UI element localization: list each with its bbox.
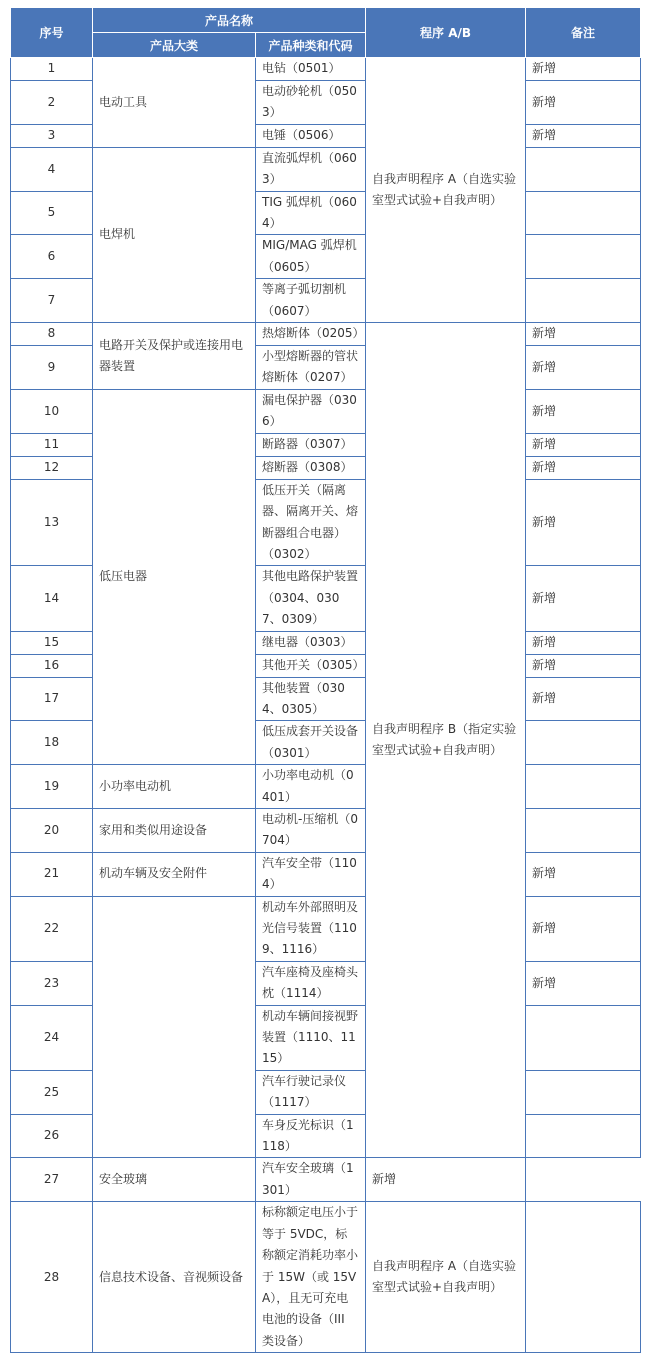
remark-cell: 新增 xyxy=(526,896,641,961)
seq-cell: 18 xyxy=(11,721,93,765)
procedure-cell: 自我声明程序 B（指定实验室型式试验+自我声明） xyxy=(366,323,526,1158)
remark-cell xyxy=(526,1202,641,1353)
seq-cell: 27 xyxy=(11,1158,93,1202)
seq-cell: 25 xyxy=(11,1070,93,1114)
type-cell: 汽车行驶记录仪（1117） xyxy=(256,1070,366,1114)
type-cell: 机动车辆间接视野装置（1110、1115） xyxy=(256,1005,366,1070)
remark-cell xyxy=(526,808,641,852)
seq-cell: 1 xyxy=(11,58,93,81)
remark-cell xyxy=(526,765,641,809)
seq-cell: 13 xyxy=(11,479,93,566)
type-cell: 等离子弧切割机（0607） xyxy=(256,279,366,323)
category-cell: 信息技术设备、音视频设备 xyxy=(93,1202,256,1353)
remark-cell: 新增 xyxy=(526,124,641,147)
seq-cell: 24 xyxy=(11,1005,93,1070)
header-remark: 备注 xyxy=(526,8,641,58)
seq-cell: 21 xyxy=(11,852,93,896)
seq-cell: 23 xyxy=(11,961,93,1005)
table-row xyxy=(11,765,641,809)
seq-cell: 12 xyxy=(11,456,93,479)
remark-cell: 新增 xyxy=(526,677,641,721)
remark-cell: 新增 xyxy=(526,456,641,479)
seq-cell: 9 xyxy=(11,346,93,390)
type-cell: 其他装置（0304、0305） xyxy=(256,677,366,721)
seq-cell: 3 xyxy=(11,124,93,147)
table-row xyxy=(11,58,641,81)
type-cell: 电钻（0501） xyxy=(256,58,366,81)
table-row xyxy=(11,323,641,346)
table-row xyxy=(11,808,641,852)
remark-cell: 新增 xyxy=(366,1158,526,1202)
table-row xyxy=(11,1158,641,1202)
remark-cell xyxy=(526,1005,641,1070)
remark-cell: 新增 xyxy=(526,566,641,631)
remark-cell xyxy=(526,191,641,235)
type-cell: 车身反光标识（1118） xyxy=(256,1114,366,1158)
type-cell: 继电器（0303） xyxy=(256,631,366,654)
header-product-name: 产品名称 xyxy=(93,8,366,33)
category-cell: 机动车辆及安全附件 xyxy=(93,852,256,896)
remark-cell xyxy=(526,147,641,191)
seq-cell: 6 xyxy=(11,235,93,279)
seq-cell: 15 xyxy=(11,631,93,654)
type-cell: MIG/MAG 弧焊机（0605） xyxy=(256,235,366,279)
remark-cell xyxy=(526,721,641,765)
type-cell: 电动机-压缩机（0704） xyxy=(256,808,366,852)
seq-cell: 11 xyxy=(11,433,93,456)
category-cell: 电焊机 xyxy=(93,147,256,322)
remark-cell: 新增 xyxy=(526,323,641,346)
seq-cell: 20 xyxy=(11,808,93,852)
seq-cell: 8 xyxy=(11,323,93,346)
remark-cell: 新增 xyxy=(526,479,641,566)
type-cell: 其他电路保护装置（0304、0307、0309） xyxy=(256,566,366,631)
seq-cell: 28 xyxy=(11,1202,93,1353)
seq-cell: 4 xyxy=(11,147,93,191)
type-cell: 标称额定电压小于等于 5VDC，标称额定消耗功率小于 15W（或 15VA），且无可充电电池的设备（III 类设备） xyxy=(256,1202,366,1353)
type-cell: 低压开关（隔离器、隔离开关、熔断器组合电器）（0302） xyxy=(256,479,366,566)
header-procedure: 程序 A/B xyxy=(366,8,526,58)
type-cell: 漏电保护器（0306） xyxy=(256,389,366,433)
header-seq: 序号 xyxy=(11,8,93,58)
remark-cell: 新增 xyxy=(526,389,641,433)
seq-cell: 7 xyxy=(11,279,93,323)
seq-cell: 26 xyxy=(11,1114,93,1158)
type-cell: 其他开关（0305） xyxy=(256,654,366,677)
remark-cell: 新增 xyxy=(526,654,641,677)
type-cell: 机动车外部照明及光信号装置（1109、1116） xyxy=(256,896,366,961)
type-cell: 小功率电动机（0401） xyxy=(256,765,366,809)
table-row xyxy=(11,389,641,433)
remark-cell xyxy=(526,279,641,323)
category-cell: 安全玻璃 xyxy=(93,1158,256,1202)
category-cell: 家用和类似用途设备 xyxy=(93,808,256,852)
category-cell xyxy=(93,896,256,1158)
seq-cell: 5 xyxy=(11,191,93,235)
remark-cell: 新增 xyxy=(526,58,641,81)
category-cell: 电动工具 xyxy=(93,58,256,148)
category-cell: 低压电器 xyxy=(93,389,256,764)
type-cell: 小型熔断器的管状熔断体（0207） xyxy=(256,346,366,390)
seq-cell: 17 xyxy=(11,677,93,721)
remark-cell: 新增 xyxy=(526,81,641,125)
type-cell: 汽车安全玻璃（1301） xyxy=(256,1158,366,1202)
seq-cell: 22 xyxy=(11,896,93,961)
procedure-cell: 自我声明程序 A（自选实验室型式试验+自我声明） xyxy=(366,1202,526,1353)
remark-cell xyxy=(526,1070,641,1114)
remark-cell: 新增 xyxy=(526,346,641,390)
header-type-code: 产品种类和代码 xyxy=(256,33,366,58)
procedure-cell: 自我声明程序 A（自选实验室型式试验+自我声明） xyxy=(366,58,526,323)
type-cell: 熔断器（0308） xyxy=(256,456,366,479)
category-cell: 小功率电动机 xyxy=(93,765,256,809)
table-row xyxy=(11,896,641,961)
remark-cell xyxy=(526,235,641,279)
remark-cell: 新增 xyxy=(526,433,641,456)
header-category: 产品大类 xyxy=(93,33,256,58)
remark-cell: 新增 xyxy=(526,961,641,1005)
seq-cell: 14 xyxy=(11,566,93,631)
type-cell: 低压成套开关设备（0301） xyxy=(256,721,366,765)
category-cell: 电路开关及保护或连接用电器装置 xyxy=(93,323,256,390)
type-cell: 汽车座椅及座椅头枕（1114） xyxy=(256,961,366,1005)
seq-cell: 16 xyxy=(11,654,93,677)
type-cell: 汽车安全带（1104） xyxy=(256,852,366,896)
type-cell: 电锤（0506） xyxy=(256,124,366,147)
type-cell: 热熔断体（0205） xyxy=(256,323,366,346)
type-cell: 断路器（0307） xyxy=(256,433,366,456)
type-cell: 电动砂轮机（0503） xyxy=(256,81,366,125)
table-row xyxy=(11,1202,641,1353)
remark-cell: 新增 xyxy=(526,852,641,896)
product-table xyxy=(10,7,641,1353)
type-cell: TIG 弧焊机（0604） xyxy=(256,191,366,235)
table-row xyxy=(11,147,641,191)
seq-cell: 2 xyxy=(11,81,93,125)
table-row xyxy=(11,852,641,896)
remark-cell: 新增 xyxy=(526,631,641,654)
remark-cell xyxy=(526,1114,641,1158)
seq-cell: 19 xyxy=(11,765,93,809)
seq-cell: 10 xyxy=(11,389,93,433)
type-cell: 直流弧焊机（0603） xyxy=(256,147,366,191)
